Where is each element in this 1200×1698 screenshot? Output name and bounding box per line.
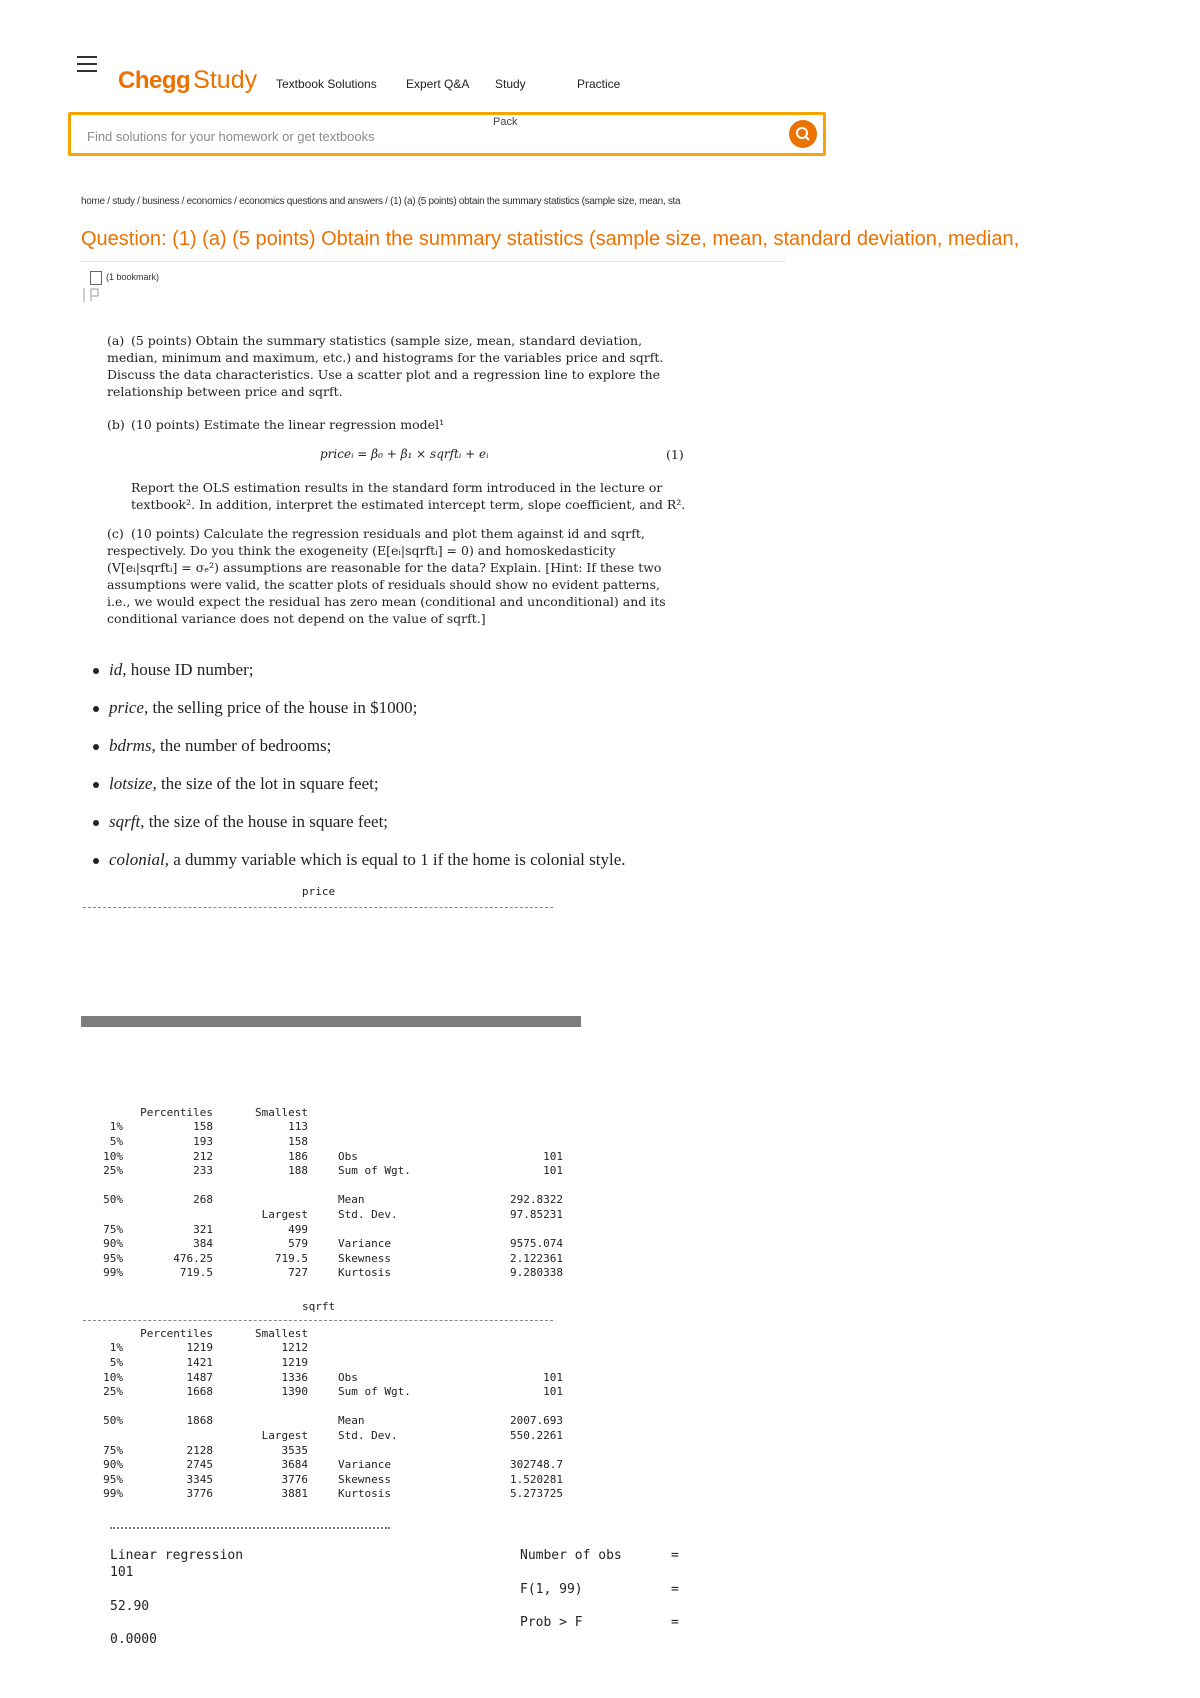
- table-cell: 579: [288, 1237, 308, 1251]
- search-input[interactable]: [85, 125, 729, 147]
- table-cell: 101: [543, 1149, 563, 1163]
- table-cell: Std. Dev.: [338, 1428, 398, 1442]
- table-cell: 719.5: [179, 1266, 213, 1280]
- table-row: [83, 1487, 563, 1502]
- price-summary-varname: price: [302, 885, 336, 898]
- table-cell: [213, 1193, 308, 1208]
- table-cell: 50%: [103, 1414, 123, 1428]
- table-row: [83, 1178, 563, 1193]
- divider: [83, 907, 553, 908]
- table-cell: Variance: [338, 1237, 391, 1251]
- table-row: [83, 1236, 563, 1251]
- regression-equation: priceᵢ = β₀ + β₁ × sqrftᵢ + eᵢ: [320, 447, 489, 461]
- table-cell: 3881: [281, 1487, 308, 1501]
- price-summary-table: [83, 1105, 563, 1280]
- table-row: [83, 1472, 563, 1487]
- sqrft-summary-table: [83, 1326, 563, 1501]
- table-cell: [83, 1428, 123, 1443]
- table-cell: 727: [288, 1266, 308, 1280]
- search-button[interactable]: [789, 120, 817, 148]
- table-cell: 2007.693: [510, 1414, 563, 1428]
- divider: [83, 1320, 553, 1321]
- table-cell: Largest: [261, 1428, 308, 1442]
- table-cell: 5%: [109, 1355, 123, 1369]
- var-name: price: [109, 698, 144, 717]
- list-item: [93, 660, 733, 698]
- table-cell: 2128: [186, 1443, 213, 1457]
- table-cell: [308, 1134, 458, 1149]
- table-header: Percentiles: [140, 1105, 213, 1119]
- list-item: [93, 736, 733, 774]
- var-desc: , the number of bedrooms;: [151, 736, 332, 755]
- table-header: Percentiles: [140, 1326, 213, 1340]
- table-row: [83, 1266, 563, 1281]
- table-cell: [123, 1428, 213, 1443]
- table-cell: 113: [288, 1120, 308, 1134]
- table-cell: [458, 1341, 563, 1356]
- table-row: [83, 1163, 563, 1178]
- table-cell: Mean: [338, 1193, 365, 1207]
- table-row: [83, 1326, 533, 1341]
- table-row: [83, 1370, 563, 1385]
- regression-f-value: 52.90: [110, 1599, 150, 1614]
- table-cell: 25%: [103, 1385, 123, 1399]
- table-cell: 268: [193, 1193, 213, 1207]
- table-row: [83, 1193, 563, 1208]
- breadcrumb[interactable]: home / study / business / economics / economics questions and answers / (1) (a) (5 points) obtain the summary statistics (sample size, mean, sta: [81, 196, 681, 207]
- list-item: [93, 812, 733, 850]
- table-cell: [458, 1120, 563, 1135]
- table-cell: Kurtosis: [338, 1487, 391, 1501]
- var-name: sqrft: [109, 812, 141, 831]
- table-cell: 1.520281: [510, 1472, 563, 1486]
- cutoff-command-line: [110, 1527, 390, 1529]
- table-cell: [83, 1178, 123, 1193]
- table-cell: 476.25: [173, 1251, 213, 1265]
- part-c-text: (10 points) Calculate the regression residuals and plot them against id and sqrft, respectively. Do you think the exogeneity (E[eᵢ|sqrftᵢ] = 0) and homoskedasticity (V[eᵢ|sqrftᵢ] = σₑ²) assumptions are reasonable for the data? Explain. [Hint: If these two assumptions were valid, the scatter plots of residuals should show no evident patterns, i.e., we would expect the residual has zero mean (conditional and unconditional) and its conditional variance does not depend on the value of sqrft.]: [107, 526, 666, 626]
- table-row: [83, 1251, 563, 1266]
- search-icon: [795, 126, 811, 142]
- table-row: [83, 1443, 563, 1458]
- part-a-text: (5 points) Obtain the summary statistics (sample size, mean, standard deviation, median, minimum and maximum, etc.) and histograms for the variables price and sqrft. Discuss the data characteristics. Use a scatter plot and a regression line to explore the relationship between price and sqrft.: [107, 333, 664, 399]
- list-item: [93, 698, 733, 736]
- table-cell: 1390: [281, 1385, 308, 1399]
- table-cell: 719.5: [274, 1251, 308, 1265]
- table-cell: [458, 1222, 563, 1237]
- table-cell: 158: [288, 1134, 308, 1148]
- var-name: id: [109, 660, 123, 679]
- table-cell: 212: [193, 1149, 213, 1163]
- part-b-label: (b): [107, 417, 125, 432]
- variable-list: [93, 660, 733, 888]
- table-cell: Std. Dev.: [338, 1207, 398, 1221]
- table-cell: [458, 1355, 563, 1370]
- var-desc: , house ID number;: [122, 660, 254, 679]
- table-cell: 233: [193, 1164, 213, 1178]
- list-item: [93, 850, 733, 888]
- table-cell: 90%: [103, 1237, 123, 1251]
- table-cell: Obs: [338, 1370, 358, 1384]
- divider: [81, 261, 786, 262]
- table-cell: Sum of Wgt.: [338, 1164, 411, 1178]
- table-cell: 3776: [186, 1487, 213, 1501]
- table-cell: [83, 1207, 123, 1222]
- table-cell: Skewness: [338, 1472, 391, 1486]
- table-row: [83, 1222, 563, 1237]
- table-cell: [308, 1178, 458, 1193]
- table-cell: 2.122361: [510, 1251, 563, 1265]
- table-row: [83, 1355, 563, 1370]
- table-cell: 1%: [109, 1341, 123, 1355]
- table-row: [83, 1105, 533, 1120]
- table-cell: 321: [193, 1222, 213, 1236]
- regression-title: Linear regression: [110, 1548, 244, 1563]
- hamburger-menu-icon[interactable]: [77, 56, 97, 72]
- table-cell: [123, 1207, 213, 1222]
- table-row: [83, 1207, 563, 1222]
- var-desc: , the size of the lot in square feet;: [152, 774, 379, 793]
- question-part-b: [107, 416, 687, 433]
- table-cell: Sum of Wgt.: [338, 1385, 411, 1399]
- table-row: [83, 1414, 563, 1429]
- table-cell: 3345: [186, 1472, 213, 1486]
- bookmark-icon[interactable]: [90, 271, 102, 285]
- bookmark-count: (1 bookmark): [106, 272, 160, 282]
- search-bar: [68, 112, 826, 156]
- equation-number: (1): [666, 447, 684, 462]
- table-cell: [308, 1341, 458, 1356]
- table-cell: [308, 1222, 458, 1237]
- table-cell: 75%: [103, 1222, 123, 1236]
- label-number-of-obs: Number of obs: [520, 1548, 622, 1563]
- table-cell: [308, 1355, 458, 1370]
- table-cell: [83, 1399, 123, 1414]
- logo-study: Study: [193, 66, 258, 94]
- table-cell: Obs: [338, 1149, 358, 1163]
- table-cell: Largest: [261, 1207, 308, 1221]
- table-cell: [308, 1399, 458, 1414]
- table-cell: 101: [543, 1385, 563, 1399]
- table-cell: 1487: [186, 1370, 213, 1384]
- part-c-label: (c): [107, 526, 124, 541]
- table-cell: [458, 1443, 563, 1458]
- table-cell: Kurtosis: [338, 1266, 391, 1280]
- table-cell: [458, 1178, 563, 1193]
- equals-sign: =: [671, 1615, 679, 1630]
- table-cell: 384: [193, 1237, 213, 1251]
- table-cell: 302748.7: [510, 1458, 563, 1472]
- equals-sign: =: [671, 1582, 679, 1597]
- table-cell: 3535: [281, 1443, 308, 1457]
- table-cell: 1219: [281, 1355, 308, 1369]
- part-b-report-text: Report the OLS estimation results in the standard form introduced in the lecture or textbook². In addition, interpret the estimated intercept term, slope coefficient, and R².: [131, 480, 686, 512]
- table-cell: 186: [288, 1149, 308, 1163]
- table-cell: Variance: [338, 1458, 391, 1472]
- table-cell: 499: [288, 1222, 308, 1236]
- var-name: bdrms: [109, 736, 152, 755]
- nav-practice[interactable]: Practice: [577, 77, 621, 91]
- table-cell: 292.8322: [510, 1193, 563, 1207]
- var-name: colonial: [109, 850, 165, 869]
- regression-p-value: 0.0000: [110, 1632, 157, 1647]
- table-cell: 90%: [103, 1458, 123, 1472]
- table-cell: 101: [543, 1164, 563, 1178]
- table-cell: 95%: [103, 1472, 123, 1486]
- equals-sign: =: [671, 1548, 679, 1563]
- var-name: lotsize: [109, 774, 153, 793]
- logo-chegg: Chegg: [118, 67, 191, 94]
- table-cell: 50%: [103, 1193, 123, 1207]
- table-cell: 1421: [186, 1355, 213, 1369]
- table-cell: 158: [193, 1120, 213, 1134]
- table-row: [83, 1384, 563, 1399]
- table-cell: [308, 1120, 458, 1135]
- table-cell: [213, 1399, 308, 1414]
- flag-icon[interactable]: [82, 287, 104, 303]
- table-cell: [458, 1134, 563, 1149]
- image-divider-bar: [81, 1016, 581, 1027]
- table-row: [83, 1134, 563, 1149]
- table-cell: 10%: [103, 1370, 123, 1384]
- table-cell: 25%: [103, 1164, 123, 1178]
- regression-obs-value: 101: [110, 1565, 134, 1580]
- table-cell: [123, 1399, 213, 1414]
- table-cell: 97.85231: [510, 1207, 563, 1221]
- table-cell: 5.273725: [510, 1487, 563, 1501]
- table-cell: [123, 1178, 213, 1193]
- table-cell: Skewness: [338, 1251, 391, 1265]
- table-cell: 1868: [186, 1414, 213, 1428]
- table-cell: 99%: [103, 1266, 123, 1280]
- nav-study-pack[interactable]: Study: [495, 77, 526, 91]
- var-desc: , the selling price of the house in $1000;: [143, 698, 418, 717]
- table-row: [83, 1399, 563, 1414]
- part-a-label: (a): [107, 333, 125, 348]
- table-cell: [213, 1178, 308, 1193]
- table-row: [83, 1457, 563, 1472]
- table-cell: Mean: [338, 1414, 365, 1428]
- list-item: [93, 774, 733, 812]
- table-cell: 3776: [281, 1472, 308, 1486]
- table-cell: 95%: [103, 1251, 123, 1265]
- table-cell: 1336: [281, 1370, 308, 1384]
- table-cell: 5%: [109, 1134, 123, 1148]
- table-row: [83, 1149, 563, 1164]
- var-desc: , a dummy variable which is equal to 1 if the home is colonial style.: [164, 850, 626, 869]
- question-part-a: [107, 332, 687, 400]
- question-part-c: [107, 525, 687, 627]
- part-b-text: (10 points) Estimate the linear regression model¹: [131, 417, 445, 432]
- table-cell: 9.280338: [510, 1266, 563, 1280]
- table-cell: 99%: [103, 1487, 123, 1501]
- table-cell: 188: [288, 1164, 308, 1178]
- table-cell: 1219: [186, 1341, 213, 1355]
- table-row: [83, 1428, 563, 1443]
- table-cell: 550.2261: [510, 1428, 563, 1442]
- sqrft-summary-varname: sqrft: [302, 1300, 336, 1313]
- table-cell: 101: [543, 1370, 563, 1384]
- table-row: [83, 1120, 563, 1135]
- table-header: Smallest: [255, 1326, 308, 1340]
- label-prob-f: Prob > F: [520, 1615, 583, 1630]
- table-header: Smallest: [255, 1105, 308, 1119]
- table-cell: 2745: [186, 1458, 213, 1472]
- table-cell: 75%: [103, 1443, 123, 1457]
- table-cell: [308, 1443, 458, 1458]
- table-cell: 9575.074: [510, 1237, 563, 1251]
- table-cell: [458, 1399, 563, 1414]
- table-cell: 193: [193, 1134, 213, 1148]
- table-cell: [213, 1414, 308, 1429]
- table-cell: 1%: [109, 1120, 123, 1134]
- table-cell: 1212: [281, 1341, 308, 1355]
- chegg-study-logo[interactable]: [118, 66, 257, 95]
- nav-expert-qa[interactable]: Expert Q&A: [406, 77, 470, 91]
- table-cell: 1668: [186, 1385, 213, 1399]
- nav-textbook-solutions[interactable]: Textbook Solutions: [276, 77, 377, 91]
- table-cell: 3684: [281, 1458, 308, 1472]
- page-title: Question: (1) (a) (5 points) Obtain the summary statistics (sample size, mean, standard deviation, median,: [81, 228, 1020, 250]
- table-row: [83, 1341, 563, 1356]
- nav-study-pack-second-line[interactable]: Pack: [493, 116, 518, 128]
- label-f-stat: F(1, 99): [520, 1582, 583, 1597]
- var-desc: , the size of the house in square feet;: [140, 812, 389, 831]
- table-cell: 10%: [103, 1149, 123, 1163]
